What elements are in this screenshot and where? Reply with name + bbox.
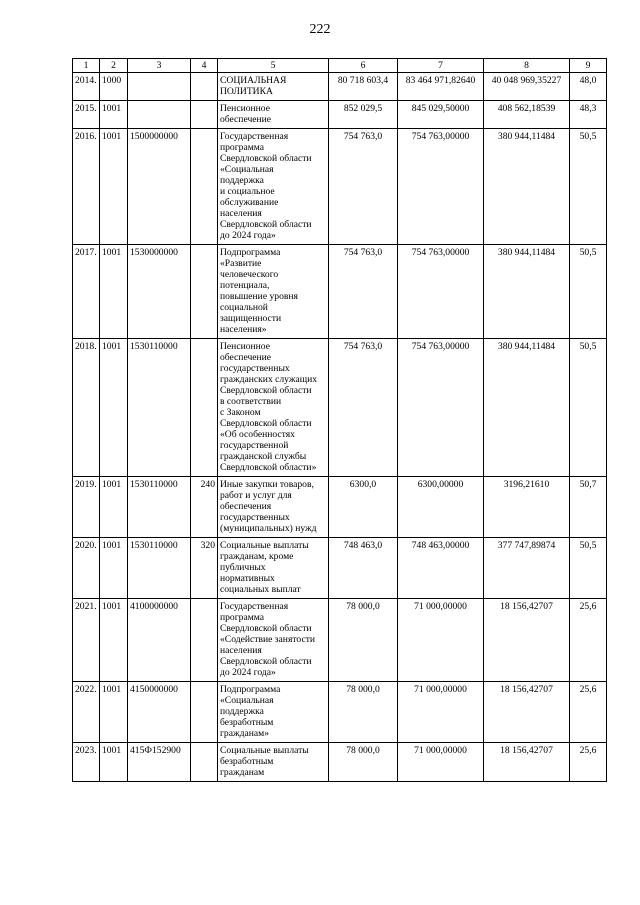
section-code: 1001: [100, 339, 128, 477]
item-name: Подпрограмма «Социальная поддержка безработным гражданам»: [218, 682, 329, 743]
item-name: СОЦИАЛЬНАЯ ПОЛИТИКА: [218, 73, 329, 101]
plan-amount: 78 000,0: [329, 599, 398, 682]
section-code: 1001: [100, 682, 128, 743]
target-article-code: 1530110000: [128, 538, 191, 599]
approved-amount: 754 763,00000: [398, 129, 484, 245]
expense-type-code: [191, 73, 218, 101]
section-code: 1001: [100, 743, 128, 782]
approved-amount: 71 000,00000: [398, 743, 484, 782]
page-number: 222: [309, 22, 331, 37]
item-name: Иные закупки товаров, работ и услуг для обеспечения государственных (муниципальных) нужд: [218, 477, 329, 538]
row-number: 2022.: [73, 682, 100, 743]
plan-amount: 754 763,0: [329, 339, 398, 477]
expense-type-code: 320: [191, 538, 218, 599]
row-number: 2021.: [73, 599, 100, 682]
row-number: 2018.: [73, 339, 100, 477]
header-cell: 1: [73, 59, 100, 73]
row-number: 2023.: [73, 743, 100, 782]
executed-amount: 380 944,11484: [484, 129, 570, 245]
executed-amount: 380 944,11484: [484, 245, 570, 339]
execution-percent: 50,5: [570, 339, 607, 477]
target-article-code: 415Ф152900: [128, 743, 191, 782]
header-cell: 2: [100, 59, 128, 73]
table-row: [73, 538, 607, 599]
item-name: Государственная программа Свердловской области «Социальная поддержка и социальное обслуживание населения Свердловской области до 2024 года»: [218, 129, 329, 245]
section-code: 1001: [100, 477, 128, 538]
expense-type-code: [191, 129, 218, 245]
table-row: [73, 73, 607, 101]
expense-type-code: [191, 682, 218, 743]
section-code: 1001: [100, 245, 128, 339]
executed-amount: 40 048 969,35227: [484, 73, 570, 101]
row-number: 2017.: [73, 245, 100, 339]
row-number: 2015.: [73, 101, 100, 129]
table-row: [73, 101, 607, 129]
table-row: [73, 477, 607, 538]
approved-amount: 6300,00000: [398, 477, 484, 538]
plan-amount: 6300,0: [329, 477, 398, 538]
expense-type-code: [191, 743, 218, 782]
execution-percent: 48,3: [570, 101, 607, 129]
section-code: 1000: [100, 73, 128, 101]
plan-amount: 78 000,0: [329, 743, 398, 782]
executed-amount: 380 944,11484: [484, 339, 570, 477]
item-name: Пенсионное обеспечение: [218, 101, 329, 129]
target-article-code: 1530000000: [128, 245, 191, 339]
header-row: [73, 59, 607, 73]
execution-percent: 50,7: [570, 477, 607, 538]
plan-amount: 80 718 603,4: [329, 73, 398, 101]
plan-amount: 748 463,0: [329, 538, 398, 599]
header-cell: 7: [398, 59, 484, 73]
item-name: Социальные выплаты безработным гражданам: [218, 743, 329, 782]
plan-amount: 754 763,0: [329, 129, 398, 245]
table-row: [73, 682, 607, 743]
target-article-code: 4150000000: [128, 682, 191, 743]
section-code: 1001: [100, 101, 128, 129]
row-number: 2020.: [73, 538, 100, 599]
budget-table: [72, 58, 607, 782]
table-row: [73, 245, 607, 339]
row-number: 2016.: [73, 129, 100, 245]
target-article-code: 1530110000: [128, 339, 191, 477]
item-name: Пенсионное обеспечение государственных гражданских служащих Свердловской области в соответствии с Законом Свердловской области «Об особенностях государственной гражданской службы Свердловской области»: [218, 339, 329, 477]
plan-amount: 754 763,0: [329, 245, 398, 339]
execution-percent: 50,5: [570, 538, 607, 599]
plan-amount: 852 029,5: [329, 101, 398, 129]
header-cell: 3: [128, 59, 191, 73]
execution-percent: 25,6: [570, 599, 607, 682]
executed-amount: 18 156,42707: [484, 599, 570, 682]
approved-amount: 845 029,50000: [398, 101, 484, 129]
target-article-code: 1500000000: [128, 129, 191, 245]
item-name: Подпрограмма «Развитие человеческого потенциала, повышение уровня социальной защищенности населения»: [218, 245, 329, 339]
execution-percent: 25,6: [570, 743, 607, 782]
execution-percent: 25,6: [570, 682, 607, 743]
table-row: [73, 743, 607, 782]
header-cell: 4: [191, 59, 218, 73]
expense-type-code: 240: [191, 477, 218, 538]
approved-amount: 83 464 971,82640: [398, 73, 484, 101]
target-article-code: 4100000000: [128, 599, 191, 682]
executed-amount: 18 156,42707: [484, 743, 570, 782]
row-number: 2019.: [73, 477, 100, 538]
plan-amount: 78 000,0: [329, 682, 398, 743]
header-cell: 9: [570, 59, 607, 73]
execution-percent: 50,5: [570, 245, 607, 339]
header-cell: 8: [484, 59, 570, 73]
expense-type-code: [191, 101, 218, 129]
item-name: Социальные выплаты гражданам, кроме публичных нормативных социальных выплат: [218, 538, 329, 599]
table-row: [73, 339, 607, 477]
execution-percent: 50,5: [570, 129, 607, 245]
expense-type-code: [191, 245, 218, 339]
target-article-code: [128, 73, 191, 101]
target-article-code: 1530110000: [128, 477, 191, 538]
approved-amount: 754 763,00000: [398, 245, 484, 339]
section-code: 1001: [100, 538, 128, 599]
executed-amount: 18 156,42707: [484, 682, 570, 743]
row-number: 2014.: [73, 73, 100, 101]
approved-amount: 748 463,00000: [398, 538, 484, 599]
target-article-code: [128, 101, 191, 129]
executed-amount: 408 562,18539: [484, 101, 570, 129]
table-row: [73, 129, 607, 245]
section-code: 1001: [100, 599, 128, 682]
executed-amount: 3196,21610: [484, 477, 570, 538]
section-code: 1001: [100, 129, 128, 245]
expense-type-code: [191, 339, 218, 477]
approved-amount: 754 763,00000: [398, 339, 484, 477]
approved-amount: 71 000,00000: [398, 599, 484, 682]
expense-type-code: [191, 599, 218, 682]
header-cell: 6: [329, 59, 398, 73]
approved-amount: 71 000,00000: [398, 682, 484, 743]
header-cell: 5: [218, 59, 329, 73]
table-row: [73, 599, 607, 682]
executed-amount: 377 747,89874: [484, 538, 570, 599]
item-name: Государственная программа Свердловской области «Содействие занятости населения Свердловской области до 2024 года»: [218, 599, 329, 682]
execution-percent: 48,0: [570, 73, 607, 101]
